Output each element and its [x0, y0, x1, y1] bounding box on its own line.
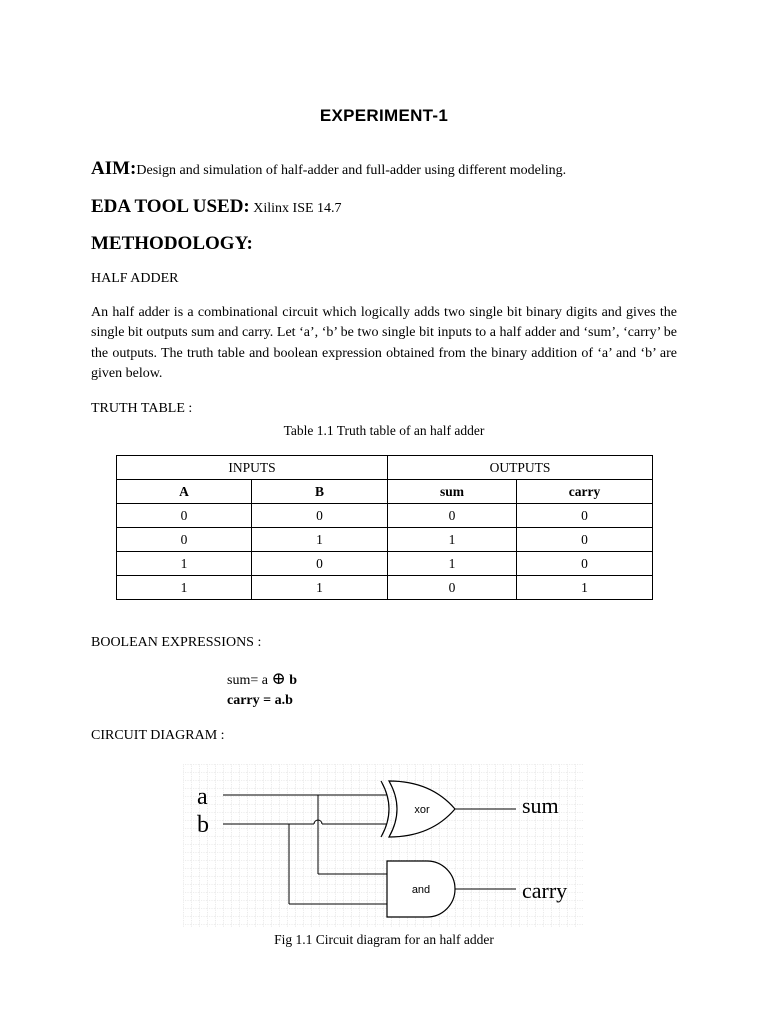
table-cell: 0	[388, 504, 517, 528]
table-cell: 0	[252, 552, 388, 576]
carry-expression: carry = a.b	[227, 693, 293, 708]
table-cell: 0	[117, 528, 252, 552]
sum-expression-prefix: sum= a	[227, 673, 272, 688]
sum-expression-suffix: b	[285, 673, 297, 688]
table-cell: 1	[388, 528, 517, 552]
table-cell: 0	[117, 504, 252, 528]
outputs-group-header: OUTPUTS	[388, 456, 653, 480]
methodology-heading: METHODOLOGY:	[91, 233, 253, 254]
aim-line	[91, 158, 566, 180]
xor-gate-label: xor	[414, 804, 430, 816]
table-cell: 0	[517, 504, 653, 528]
truth-table-label: TRUTH TABLE :	[91, 401, 193, 416]
eda-text: Xilinx ISE 14.7	[249, 201, 342, 216]
inputs-group-header: INPUTS	[117, 456, 388, 480]
table-cell: 1	[117, 552, 252, 576]
input-b-label: b	[197, 812, 209, 838]
and-gate-label: and	[411, 884, 431, 896]
table-row	[117, 504, 653, 528]
eda-line	[91, 196, 342, 218]
output-sum-label: sum	[522, 793, 559, 818]
sum-expression	[227, 669, 297, 689]
page-title: EXPERIMENT-1	[319, 106, 449, 125]
aim-label: AIM:	[91, 158, 137, 179]
table-cell: 0	[388, 576, 517, 600]
table-group-row	[117, 456, 653, 480]
column-header-a: A	[117, 480, 252, 504]
table-cell: 0	[517, 528, 653, 552]
table-row	[117, 576, 653, 600]
table-cell: 0	[252, 504, 388, 528]
circuit-diagram	[183, 764, 583, 928]
table-cell: 1	[517, 576, 653, 600]
table-caption: Table 1.1 Truth table of an half adder	[283, 423, 485, 438]
eda-label: EDA TOOL USED:	[91, 196, 250, 217]
table-cell: 1	[117, 576, 252, 600]
output-carry-label: carry	[522, 878, 568, 903]
table-cell: 1	[388, 552, 517, 576]
xor-symbol: ⊕	[271, 669, 286, 688]
figure-caption: Fig 1.1 Circuit diagram for an half adder	[274, 932, 494, 947]
aim-text: Design and simulation of half-adder and full-adder using different modeling.	[136, 163, 567, 178]
column-header-sum: sum	[388, 480, 517, 504]
section-heading: HALF ADDER	[91, 271, 179, 286]
table-header-row	[117, 480, 653, 504]
table-cell: 0	[517, 552, 653, 576]
intro-paragraph: An half adder is a combinational circuit which logically adds two single bit binary digits and gives the single bit outputs sum and carry. Let ‘a’, ‘b’ be two single bit inputs to a half adder and ‘sum’, ‘carry’ be the outputs. The truth table and boolean expression obtained from the binary addition of ‘a’ and ‘b’ are given below.	[91, 305, 677, 381]
grid-background	[183, 764, 583, 928]
table-row	[117, 528, 653, 552]
boolean-label: BOOLEAN EXPRESSIONS :	[91, 635, 262, 650]
truth-table	[116, 455, 653, 600]
column-header-b: B	[252, 480, 388, 504]
input-a-label: a	[197, 784, 208, 810]
circuit-label: CIRCUIT DIAGRAM :	[91, 728, 225, 743]
table-cell: 1	[252, 528, 388, 552]
table-row	[117, 552, 653, 576]
column-header-carry: carry	[517, 480, 653, 504]
table-cell: 1	[252, 576, 388, 600]
